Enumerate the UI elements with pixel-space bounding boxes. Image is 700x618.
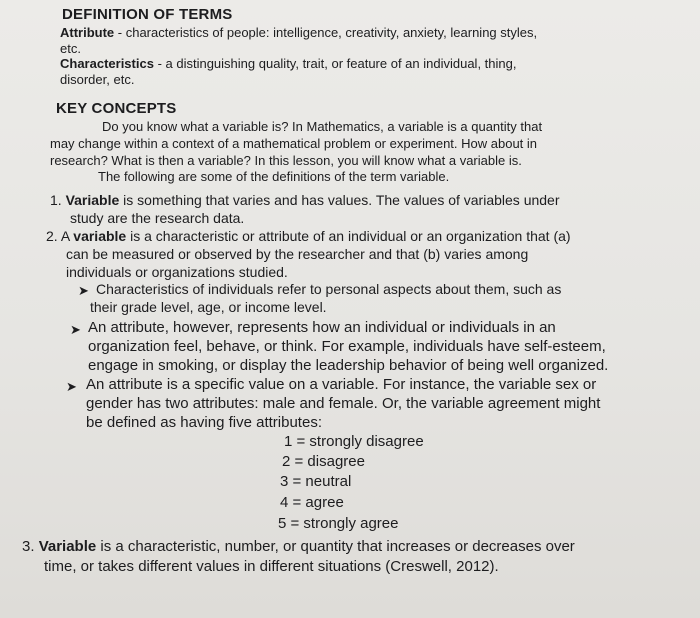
item-2-line3: individuals or organizations studied. <box>66 264 288 280</box>
characteristics-definition-line1: Characteristics - a distinguishing quality, trait, or feature of an individual, thing, <box>60 56 517 71</box>
item-2-line1: 2. A variable is a characteristic or attribute of an individual or an organization that (a) <box>46 228 571 244</box>
attribute-term: Attribute <box>60 25 115 40</box>
bullet-2-line1: An attribute, however, represents how an individual or individuals in an <box>88 319 556 336</box>
item-3-number: 3. <box>22 538 35 555</box>
bullet-3-line1: An attribute is a specific value on a variable. For instance, the variable sex or <box>86 376 597 393</box>
intro-line-1: Do you know what a variable is? In Mathematics, a variable is a quantity that <box>102 119 543 134</box>
bullet-arrow-icon: ➤ <box>78 283 89 298</box>
item-1-line2: study are the research data. <box>70 210 245 226</box>
item-3-line2: time, or takes different values in different situations (Creswell, 2012). <box>44 558 499 575</box>
item-2-term: variable <box>73 228 127 244</box>
intro-line-3: research? What is then a variable? In this lesson, you will know what a variable is. <box>50 153 522 168</box>
key-concepts-heading: KEY CONCEPTS <box>56 100 177 117</box>
item-2-number: 2. <box>46 228 58 244</box>
bullet-arrow-icon: ➤ <box>70 322 81 337</box>
bullet-1-line2: their grade level, age, or income level. <box>90 299 327 315</box>
bullet-1-line1: Characteristics of individuals refer to personal aspects about them, such as <box>96 281 562 297</box>
item-3-term: Variable <box>38 538 97 555</box>
item-3-line1: 3. Variable is a characteristic, number, or quantity that increases or decreases over <box>22 538 575 555</box>
bullet-2-line3: engage in smoking, or display the leadership behavior of being well organized. <box>88 357 609 374</box>
item-1-term: Variable <box>65 192 120 208</box>
bullet-3-line3: be defined as having five attributes: <box>86 414 322 431</box>
item-1-line1: 1. Variable is something that varies and has values. The values of variables under <box>50 192 560 208</box>
item-2-line2: can be measured or observed by the researcher and that (b) varies among <box>66 246 529 262</box>
attribute-definition-line2: etc. <box>60 41 81 56</box>
bullet-2-line2: organization feel, behave, or think. For example, individuals have self-esteem, <box>88 338 606 355</box>
scale-item-3: 3 = neutral <box>280 473 352 490</box>
attribute-definition-line1: Attribute - characteristics of people: intelligence, creativity, anxiety, learning styles, <box>60 25 538 40</box>
definition-heading: DEFINITION OF TERMS <box>62 6 233 23</box>
intro-line-2: may change within a context of a mathematical problem or experiment. How about in <box>50 136 538 151</box>
bullet-3-line2: gender has two attributes: male and female. Or, the variable agreement might <box>86 395 601 412</box>
item-1-number: 1. <box>50 192 62 208</box>
bullet-arrow-icon: ➤ <box>66 379 77 394</box>
scale-item-2: 2 = disagree <box>282 453 365 470</box>
scale-item-1: 1 = strongly disagree <box>284 433 424 450</box>
characteristics-term: Characteristics <box>60 56 154 71</box>
scale-item-4: 4 = agree <box>280 494 344 511</box>
characteristics-definition-line2: disorder, etc. <box>60 72 135 87</box>
scale-item-5: 5 = strongly agree <box>278 515 399 532</box>
intro-line-4: The following are some of the definitions of the term variable. <box>98 169 450 184</box>
